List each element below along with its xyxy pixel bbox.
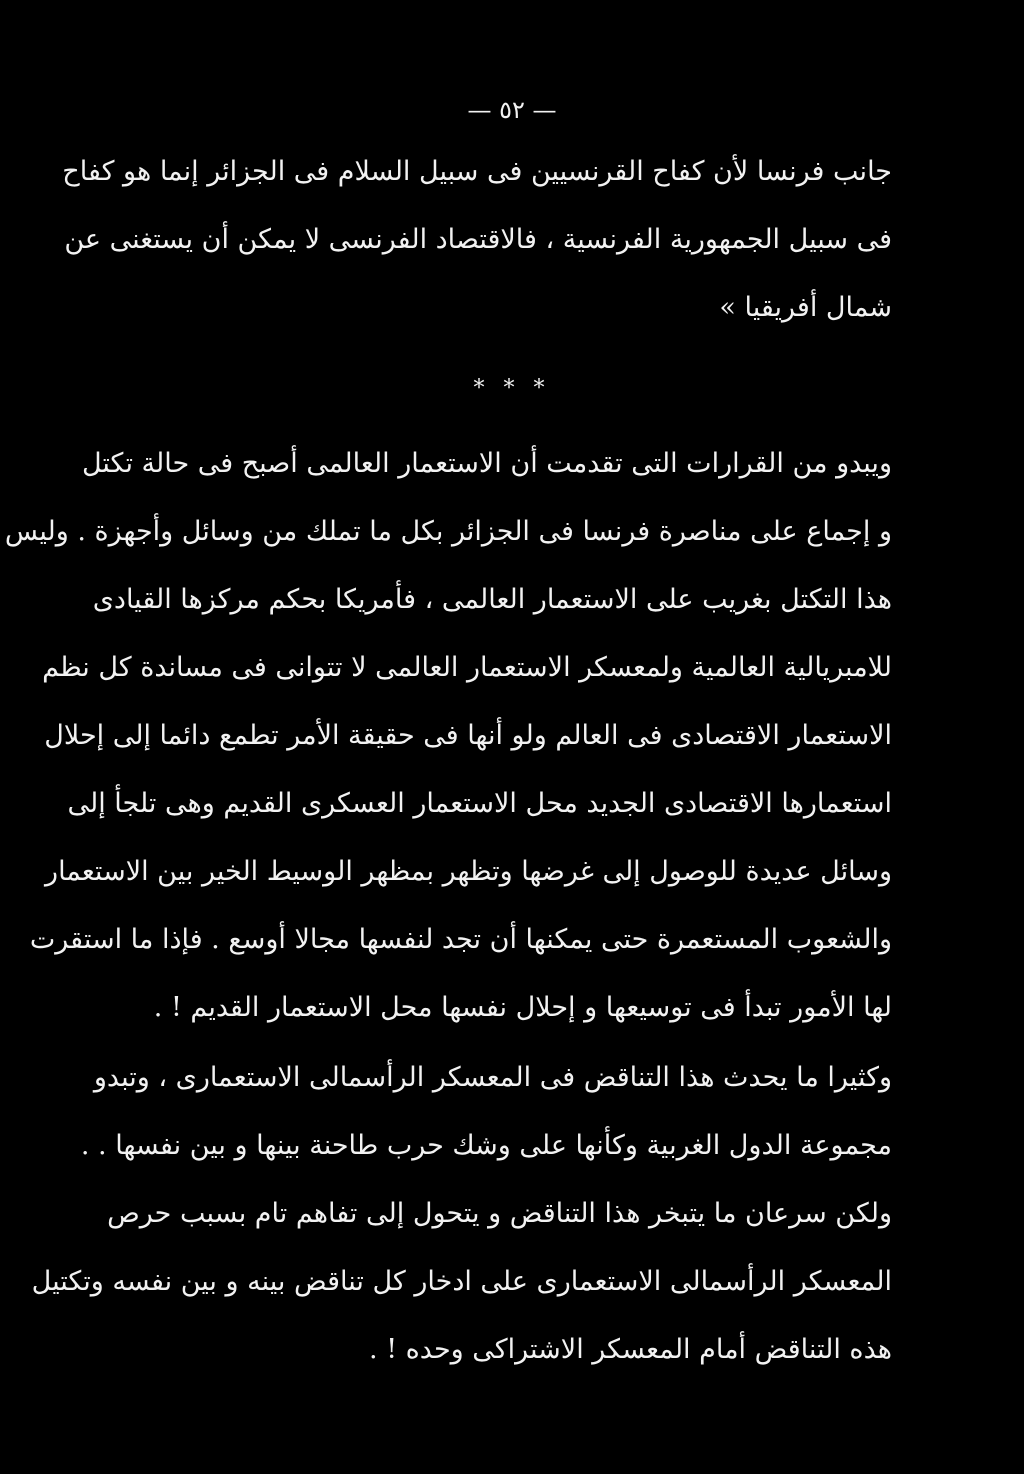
text-line: فى سبيل الجمهورية الفرنسية ، فالاقتصاد الفرنسى لا يمكن أن يستغنى عن — [64, 224, 892, 255]
text-line: جانب فرنسا لأن كفاح القرنسيين فى سبيل السلام فى الجزائر إنما هو كفاح — [62, 156, 892, 187]
text-line: لها الأمور تبدأ فى توسيعها و إحلال نفسها محل الاستعمار القديم ! . — [153, 992, 892, 1023]
text-line: ويبدو من القرارات التى تقدمت أن الاستعمار العالمى أصبح فى حالة تكتل — [81, 448, 892, 479]
text-line: وكثيرا ما يحدث هذا التناقض فى المعسكر الرأسمالى الاستعمارى ، وتبدو — [93, 1062, 892, 1093]
text-line: المعسكر الرأسمالى الاستعمارى على ادخار كل تناقض بينه و بين نفسه وتكتيل — [31, 1266, 892, 1297]
text-line: هذه التناقض أمام المعسكر الاشتراكى وحده ! . — [369, 1334, 892, 1365]
text-line: والشعوب المستعمرة حتى يمكنها أن تجد لنفسها مجالا أوسع . فإذا ما استقرت — [29, 924, 892, 955]
section-separator: * * * — [473, 376, 551, 401]
paragraph-3 — [31, 1044, 892, 1384]
text-line: للامبريالية العالمية ولمعسكر الاستعمار العالمى لا تتوانى فى مساندة كل نظم — [42, 652, 892, 683]
text-line: هذا التكتل بغريب على الاستعمار العالمى ، فأمريكا بحكم مركزها القيادى — [92, 584, 892, 615]
text-line: و إجماع على مناصرة فرنسا فى الجزائر بكل ما تملك من وسائل وأجهزة . وليس — [4, 516, 892, 547]
text-line: وسائل عديدة للوصول إلى غرضها وتظهر بمظهر الوسيط الخير بين الاستعمار — [45, 856, 892, 887]
text-line: استعمارها الاقتصادى الجديد محل الاستعمار العسكرى القديم وهى تلجأ إلى — [67, 788, 892, 819]
paragraph-2 — [4, 430, 892, 1042]
page-number: — ٥٢ — — [467, 96, 557, 124]
paragraph-1 — [62, 138, 892, 342]
text-line: ولكن سرعان ما يتبخر هذا التناقض و يتحول إلى تفاهم تام بسبب حرص — [107, 1198, 892, 1229]
text-line: مجموعة الدول الغربية وكأنها على وشك حرب طاحنة بينها و بين نفسها . . — [80, 1130, 892, 1161]
text-line: الاستعمار الاقتصادى فى العالم ولو أنها فى حقيقة الأمر تطمع دائما إلى إحلال — [44, 720, 892, 751]
text-line: شمال أفريقيا » — [719, 292, 892, 323]
